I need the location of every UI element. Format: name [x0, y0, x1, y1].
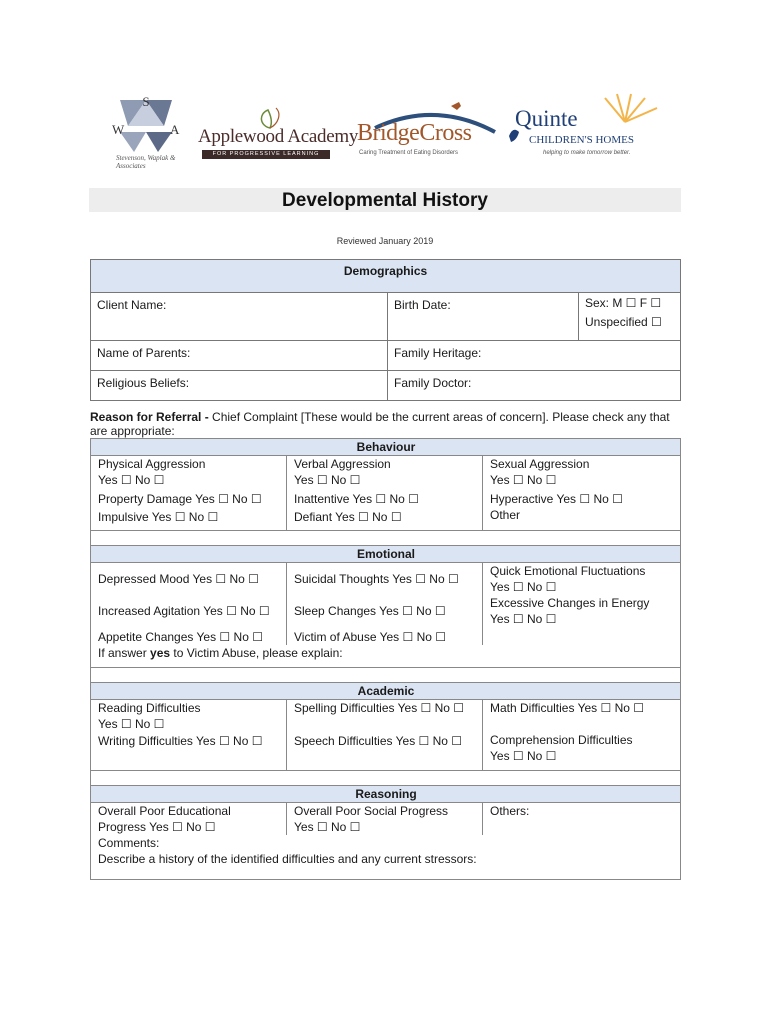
- applewood-subtitle: FOR PROGRESSIVE LEARNING: [202, 150, 330, 159]
- swa-letter-a: A: [170, 122, 180, 137]
- logo-strip: [100, 88, 670, 180]
- bridgecross-subtitle: Caring Treatment of Eating Disorders: [359, 150, 459, 156]
- religious-beliefs-field[interactable]: [91, 371, 388, 401]
- others-field[interactable]: Others:: [483, 803, 681, 836]
- swa-letter-s: S: [142, 94, 150, 109]
- sex-unspecified-option[interactable]: Unspecified ☐: [585, 315, 662, 329]
- section-spacer: [91, 771, 681, 786]
- abuse-explain-line[interactable]: [91, 645, 681, 668]
- impulsive-item[interactable]: Impulsive Yes ☐ No ☐: [91, 507, 287, 531]
- comprehension-difficulties-item[interactable]: [483, 732, 681, 771]
- reviewed-date: Reviewed January 2019: [336, 236, 434, 246]
- birth-date-label: Birth Date:: [394, 298, 451, 312]
- bridgecross-title: BridgeCross: [357, 120, 472, 146]
- reason-text: Chief Complaint [These would be the current areas of concern]. Please check any that are appropriate:: [90, 410, 670, 438]
- poor-social-progress-options[interactable]: Yes ☐ No ☐: [294, 820, 361, 834]
- empty-cell: [483, 627, 681, 645]
- swa-name: Stevenson, Waplak & Associates: [116, 154, 176, 170]
- excessive-energy-changes-item[interactable]: [483, 595, 681, 627]
- other-behaviour-item[interactable]: Other: [483, 507, 681, 531]
- physical-aggression-options[interactable]: Yes ☐ No ☐: [98, 473, 165, 487]
- sex-field[interactable]: [579, 293, 681, 341]
- poor-educational-progress-options[interactable]: Progress Yes ☐ No ☐: [98, 820, 216, 834]
- physical-aggression-item[interactable]: [91, 456, 287, 489]
- applewood-title: Applewood Academy: [198, 126, 359, 147]
- quick-emotional-fluctuations-options[interactable]: Yes ☐ No ☐: [490, 580, 557, 594]
- referral-checklist: [90, 438, 681, 880]
- verbal-aggression-item[interactable]: [287, 456, 483, 489]
- writing-difficulties-item[interactable]: Writing Difficulties Yes ☐ No ☐: [91, 732, 287, 771]
- excessive-energy-changes-label: Excessive Changes in Energy: [490, 596, 650, 610]
- sexual-aggression-item[interactable]: [483, 456, 681, 489]
- name-of-parents-field[interactable]: [91, 341, 388, 371]
- religious-beliefs-label: Religious Beliefs:: [97, 376, 190, 390]
- spelling-difficulties-item[interactable]: Spelling Difficulties Yes ☐ No ☐: [287, 700, 483, 733]
- poor-social-progress-label: Overall Poor Social Progress: [294, 804, 449, 818]
- emotional-header: Emotional: [91, 546, 681, 563]
- applewood-logo: [192, 106, 359, 166]
- reading-difficulties-item[interactable]: [91, 700, 287, 733]
- hyperactive-item[interactable]: Hyperactive Yes ☐ No ☐: [483, 488, 681, 507]
- quinte-tagline: helping to make tomorrow better.: [543, 150, 631, 156]
- demographics-header: Demographics: [91, 260, 681, 293]
- defiant-item[interactable]: Defiant Yes ☐ No ☐: [287, 507, 483, 531]
- sex-options[interactable]: Sex: M ☐ F ☐: [585, 296, 662, 310]
- comments-label[interactable]: Comments:: [91, 835, 681, 851]
- poor-educational-progress-label: Overall Poor Educational: [98, 804, 231, 818]
- victim-of-abuse-item[interactable]: Victim of Abuse Yes ☐ No ☐: [287, 627, 483, 645]
- reading-difficulties-options[interactable]: Yes ☐ No ☐: [98, 717, 165, 731]
- swa-letter-w: W: [112, 122, 125, 137]
- physical-aggression-label: Physical Aggression: [98, 457, 206, 471]
- section-spacer: [91, 531, 681, 546]
- section-spacer: [91, 668, 681, 683]
- inattentive-item[interactable]: Inattentive Yes ☐ No ☐: [287, 488, 483, 507]
- client-name-label: Client Name:: [97, 298, 167, 312]
- math-difficulties-item[interactable]: Math Difficulties Yes ☐ No ☐: [483, 700, 681, 733]
- abuse-explain-pre: If answer: [98, 646, 151, 660]
- abuse-explain-bold: yes: [150, 646, 171, 660]
- title-bar: [89, 188, 681, 212]
- describe-history-field[interactable]: Describe a history of the identified difficulties and any current stressors:: [91, 851, 681, 880]
- birth-date-field[interactable]: [388, 293, 579, 341]
- reading-difficulties-label: Reading Difficulties: [98, 701, 201, 715]
- swa-logo: [106, 92, 186, 178]
- abuse-explain-post: to Victim Abuse, please explain:: [170, 646, 343, 660]
- verbal-aggression-label: Verbal Aggression: [294, 457, 391, 471]
- comprehension-difficulties-label: Comprehension Difficulties: [490, 733, 633, 747]
- family-doctor-label: Family Doctor:: [394, 376, 472, 390]
- speech-difficulties-item[interactable]: Speech Difficulties Yes ☐ No ☐: [287, 732, 483, 771]
- name-of-parents-label: Name of Parents:: [97, 346, 191, 360]
- appetite-changes-item[interactable]: Appetite Changes Yes ☐ No ☐: [91, 627, 287, 645]
- behaviour-header: Behaviour: [91, 439, 681, 456]
- poor-educational-progress-item[interactable]: [91, 803, 287, 836]
- quick-emotional-fluctuations-item[interactable]: [483, 563, 681, 596]
- quinte-logo: [505, 92, 670, 172]
- verbal-aggression-options[interactable]: Yes ☐ No ☐: [294, 473, 361, 487]
- swa-logo-mark: [106, 92, 186, 154]
- suicidal-thoughts-item[interactable]: Suicidal Thoughts Yes ☐ No ☐: [287, 563, 483, 596]
- family-doctor-field[interactable]: [388, 371, 681, 401]
- sexual-aggression-label: Sexual Aggression: [490, 457, 590, 471]
- poor-social-progress-item[interactable]: [287, 803, 483, 836]
- sexual-aggression-options[interactable]: Yes ☐ No ☐: [490, 473, 557, 487]
- reason-for-referral: [90, 410, 680, 438]
- depressed-mood-item[interactable]: Depressed Mood Yes ☐ No ☐: [91, 563, 287, 596]
- reason-heading: Reason for Referral -: [90, 410, 213, 424]
- reasoning-header: Reasoning: [91, 786, 681, 803]
- increased-agitation-item[interactable]: Increased Agitation Yes ☐ No ☐: [91, 595, 287, 627]
- family-heritage-field[interactable]: [388, 341, 681, 371]
- bridgecross-logo: [355, 98, 500, 168]
- demographics-table: [90, 259, 681, 401]
- page-title: Developmental History: [282, 190, 488, 211]
- sleep-changes-item[interactable]: Sleep Changes Yes ☐ No ☐: [287, 595, 483, 627]
- academic-header: Academic: [91, 683, 681, 700]
- excessive-energy-changes-options[interactable]: Yes ☐ No ☐: [490, 612, 557, 626]
- property-damage-item[interactable]: Property Damage Yes ☐ No ☐: [91, 488, 287, 507]
- quinte-title: Quinte: [515, 106, 578, 131]
- family-heritage-label: Family Heritage:: [394, 346, 482, 360]
- quinte-subtitle: CHILDREN'S HOMES: [529, 134, 634, 146]
- comprehension-difficulties-options[interactable]: Yes ☐ No ☐: [490, 749, 557, 763]
- quick-emotional-fluctuations-label: Quick Emotional Fluctuations: [490, 564, 646, 578]
- client-name-field[interactable]: [91, 293, 388, 341]
